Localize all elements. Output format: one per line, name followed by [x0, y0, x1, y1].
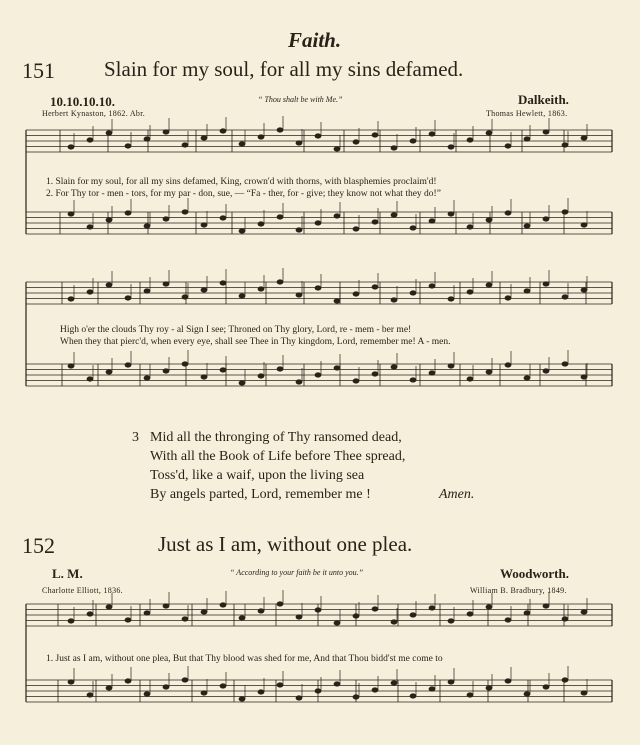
note-head	[106, 605, 112, 609]
note-head	[334, 299, 340, 303]
note-head	[239, 697, 245, 701]
note-head	[581, 375, 587, 379]
note-head	[429, 132, 435, 136]
note-head	[448, 212, 454, 216]
note-head	[106, 131, 112, 135]
note-head	[125, 211, 131, 215]
note-head	[353, 140, 359, 144]
note-head	[505, 211, 511, 215]
note-head	[505, 296, 511, 300]
note-head	[220, 129, 226, 133]
note-head	[182, 617, 188, 621]
note-head	[448, 145, 454, 149]
note-head	[562, 362, 568, 366]
note-head	[163, 685, 169, 689]
note-head	[296, 615, 302, 619]
note-head	[410, 139, 416, 143]
note-head	[410, 378, 416, 382]
note-head	[524, 137, 530, 141]
note-head	[144, 376, 150, 380]
motto: “ According to your faith be it unto you.”	[230, 568, 364, 577]
note-head	[334, 214, 340, 218]
note-head	[106, 370, 112, 374]
note-head	[220, 684, 226, 688]
note-head	[277, 128, 283, 132]
note-head	[144, 137, 150, 141]
note-head	[524, 611, 530, 615]
note-head	[220, 281, 226, 285]
note-head	[125, 363, 131, 367]
note-head	[562, 678, 568, 682]
note-head	[372, 607, 378, 611]
hymn-title: Just as I am, without one plea.	[158, 532, 413, 556]
note-head	[543, 217, 549, 221]
note-head	[163, 130, 169, 134]
note-head	[239, 616, 245, 620]
note-head	[239, 142, 245, 146]
note-head	[505, 618, 511, 622]
note-head	[239, 229, 245, 233]
author: Charlotte Elliott, 1836.	[42, 586, 123, 595]
hymn-title: Slain for my soul, for all my sins defamed.	[104, 57, 464, 81]
note-head	[277, 215, 283, 219]
note-head	[201, 691, 207, 695]
note-head	[68, 619, 74, 623]
note-head	[296, 380, 302, 384]
note-head	[467, 693, 473, 697]
note-head	[144, 289, 150, 293]
note-head	[315, 134, 321, 138]
note-head	[486, 370, 492, 374]
note-head	[429, 219, 435, 223]
note-head	[68, 364, 74, 368]
note-head	[372, 285, 378, 289]
note-head	[486, 283, 492, 287]
note-head	[277, 367, 283, 371]
note-head	[391, 298, 397, 302]
note-head	[448, 680, 454, 684]
note-head	[562, 617, 568, 621]
stanza-line: By angels parted, Lord, remember me !	[150, 487, 371, 502]
note-head	[543, 685, 549, 689]
note-head	[353, 292, 359, 296]
note-head	[182, 210, 188, 214]
note-head	[353, 227, 359, 231]
note-head	[448, 297, 454, 301]
note-head	[391, 213, 397, 217]
meter: L. M.	[52, 566, 83, 581]
note-head	[87, 377, 93, 381]
note-head	[125, 618, 131, 622]
note-head	[486, 605, 492, 609]
note-head	[68, 680, 74, 684]
note-head	[334, 147, 340, 151]
hymn-number: 152	[22, 533, 55, 558]
note-head	[106, 218, 112, 222]
note-head	[220, 216, 226, 220]
note-head	[467, 612, 473, 616]
note-head	[258, 609, 264, 613]
note-head	[391, 146, 397, 150]
tune-name: Woodworth.	[500, 566, 569, 581]
note-head	[391, 681, 397, 685]
note-head	[353, 695, 359, 699]
note-head	[486, 686, 492, 690]
note-head	[581, 288, 587, 292]
note-head	[353, 614, 359, 618]
stanza-line: Toss'd, like a waif, upon the living sea	[150, 468, 365, 483]
lyric-line: 1. Just as I am, without one plea, But that Thy blood was shed for me, And that Thou bidd'st me come to	[46, 654, 443, 664]
note-head	[391, 620, 397, 624]
note-head	[486, 131, 492, 135]
note-head	[182, 678, 188, 682]
note-head	[296, 228, 302, 232]
note-head	[201, 610, 207, 614]
note-head	[258, 222, 264, 226]
note-head	[562, 143, 568, 147]
note-head	[562, 295, 568, 299]
note-head	[68, 212, 74, 216]
note-head	[182, 295, 188, 299]
note-head	[220, 603, 226, 607]
note-head	[543, 369, 549, 373]
note-head	[220, 368, 226, 372]
note-head	[239, 294, 245, 298]
note-head	[163, 604, 169, 608]
note-head	[87, 138, 93, 142]
note-head	[353, 379, 359, 383]
note-head	[68, 297, 74, 301]
note-head	[581, 691, 587, 695]
note-head	[125, 144, 131, 148]
note-head	[467, 377, 473, 381]
lyric-line: 1. Slain for my soul, for all my sins defamed, King, crown'd with thorns, with blasphemies proclaim'd!	[46, 177, 437, 187]
note-head	[505, 144, 511, 148]
note-head	[372, 133, 378, 137]
note-head	[106, 283, 112, 287]
note-head	[163, 369, 169, 373]
note-head	[334, 366, 340, 370]
meter: 10.10.10.10.	[50, 94, 115, 109]
note-head	[429, 687, 435, 691]
note-head	[258, 135, 264, 139]
note-head	[334, 621, 340, 625]
composer: Thomas Hewlett, 1863.	[486, 109, 568, 118]
note-head	[524, 376, 530, 380]
note-head	[144, 611, 150, 615]
note-head	[258, 374, 264, 378]
note-head	[258, 690, 264, 694]
note-head	[524, 289, 530, 293]
note-head	[581, 223, 587, 227]
note-head	[87, 290, 93, 294]
note-head	[201, 136, 207, 140]
note-head	[163, 217, 169, 221]
stanza-number: 3	[132, 430, 139, 445]
note-head	[410, 694, 416, 698]
note-head	[296, 293, 302, 297]
note-head	[334, 682, 340, 686]
note-head	[87, 693, 93, 697]
note-head	[448, 619, 454, 623]
note-head	[410, 291, 416, 295]
note-head	[144, 224, 150, 228]
note-head	[296, 141, 302, 145]
note-head	[163, 282, 169, 286]
hymn-number: 151	[22, 58, 55, 83]
note-head	[581, 136, 587, 140]
note-head	[296, 696, 302, 700]
note-head	[410, 613, 416, 617]
tune-name: Dalkeith.	[518, 92, 569, 107]
note-head	[410, 226, 416, 230]
note-head	[505, 679, 511, 683]
note-head	[315, 286, 321, 290]
note-head	[448, 364, 454, 368]
composer: William B. Bradbury, 1849.	[470, 586, 567, 595]
note-head	[106, 686, 112, 690]
note-head	[201, 375, 207, 379]
note-head	[182, 143, 188, 147]
note-head	[581, 610, 587, 614]
note-head	[543, 282, 549, 286]
note-head	[467, 138, 473, 142]
note-head	[201, 223, 207, 227]
note-head	[277, 280, 283, 284]
note-head	[125, 679, 131, 683]
note-head	[315, 221, 321, 225]
note-head	[87, 612, 93, 616]
note-head	[258, 287, 264, 291]
note-head	[315, 373, 321, 377]
amen-label: Amen.	[439, 487, 475, 502]
motto: “ Thou shalt be with Me.”	[258, 95, 343, 104]
note-head	[239, 381, 245, 385]
note-head	[68, 145, 74, 149]
note-head	[543, 604, 549, 608]
note-head	[486, 218, 492, 222]
stanza-line: Mid all the thronging of Thy ransomed dead,	[150, 430, 402, 445]
lyric-line: 2. For Thy tor - men - tors, for my par - don, sue, — “Fa - ther, for - give; they know not what they do!”	[46, 189, 441, 199]
note-head	[277, 683, 283, 687]
note-head	[429, 371, 435, 375]
note-head	[182, 362, 188, 366]
note-head	[372, 220, 378, 224]
note-head	[315, 608, 321, 612]
note-head	[562, 210, 568, 214]
lyric-line: High o'er the clouds Thy roy - al Sign I see; Throned on Thy glory, Lord, re - mem - ber me!	[60, 325, 412, 335]
note-head	[467, 290, 473, 294]
note-head	[505, 363, 511, 367]
note-head	[87, 225, 93, 229]
author: Herbert Kynaston, 1862. Abr.	[42, 109, 146, 118]
section-heading: Faith.	[288, 28, 342, 52]
note-head	[429, 284, 435, 288]
note-head	[125, 296, 131, 300]
note-head	[524, 224, 530, 228]
note-head	[315, 689, 321, 693]
note-head	[144, 692, 150, 696]
note-head	[543, 130, 549, 134]
note-head	[372, 372, 378, 376]
note-head	[429, 606, 435, 610]
note-head	[524, 692, 530, 696]
lyric-line: When they that pierc'd, when every eye, shall see Thee in Thy kingdom, Lord, remember me! A - men.	[60, 337, 451, 347]
stanza-line: With all the Book of Life before Thee spread,	[150, 449, 406, 464]
note-head	[372, 688, 378, 692]
note-head	[201, 288, 207, 292]
note-head	[391, 365, 397, 369]
note-head	[277, 602, 283, 606]
note-head	[467, 225, 473, 229]
